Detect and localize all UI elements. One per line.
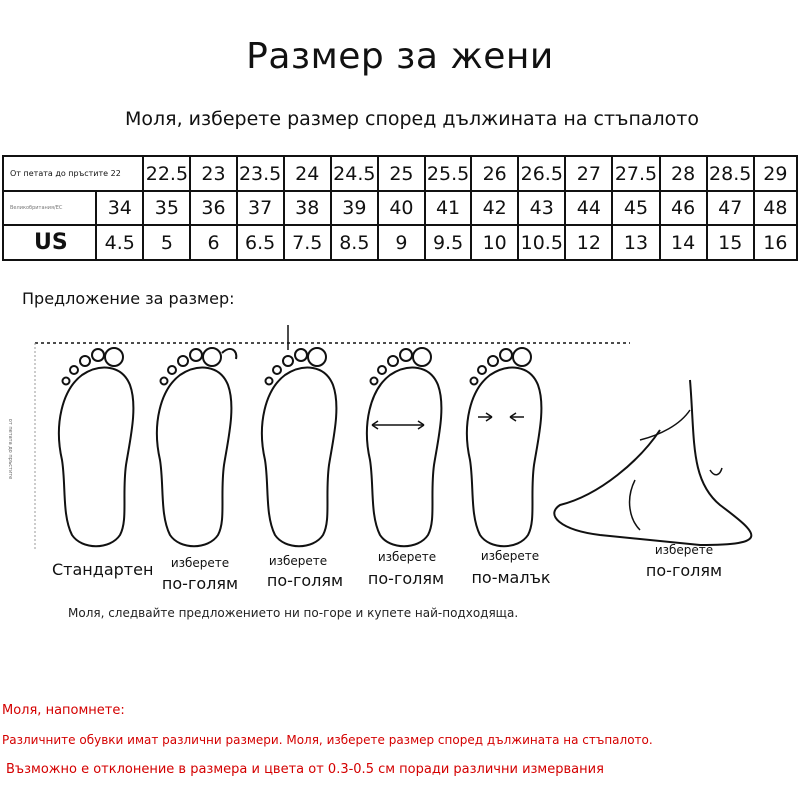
caption-larger-2: по-голям — [161, 574, 239, 593]
caption-choose-6: изберете — [654, 543, 714, 557]
size-table — [2, 155, 798, 261]
size-cell: 26 — [471, 156, 518, 191]
size-cell: 27.5 — [612, 156, 659, 191]
size-cell: 27 — [565, 156, 612, 191]
size-cell: 37 — [237, 191, 284, 225]
reminder-title: Моля, напомнете: — [2, 703, 125, 718]
reminder-line-1: Различните обувки имат различни размери. Моля, изберете размер според дължината на стъпалото. — [2, 733, 653, 747]
size-cell: 28 — [660, 156, 707, 191]
size-cell: 5 — [143, 225, 190, 260]
size-cell: 24 — [284, 156, 331, 191]
page-title: Размер за жени — [246, 36, 554, 77]
size-cell: 10 — [471, 225, 518, 260]
heel-to-toe-vertical-label: от петата до пръстите — [7, 418, 14, 480]
caption-larger-4: по-голям — [367, 569, 445, 588]
foot-illustrations — [0, 320, 800, 560]
size-cell: 45 — [612, 191, 659, 225]
size-cell: 25.5 — [425, 156, 471, 191]
follow-suggestion-note: Моля, следвайте предложението ни по-горе и купете най-подходяща. — [68, 606, 519, 620]
size-cell: 38 — [284, 191, 331, 225]
size-row-foot-length — [3, 156, 797, 191]
size-cell: 28.5 — [707, 156, 754, 191]
size-cell: 44 — [565, 191, 612, 225]
size-cell: 23 — [190, 156, 236, 191]
size-cell: 39 — [331, 191, 378, 225]
size-row-uk-eu — [3, 191, 797, 225]
size-cell: 40 — [378, 191, 425, 225]
size-cell: 34 — [96, 191, 143, 225]
size-cell: 46 — [660, 191, 707, 225]
size-cell: 25 — [378, 156, 425, 191]
size-cell: 29 — [754, 156, 797, 191]
caption-choose-5: изберете — [480, 549, 540, 563]
size-cell: 7.5 — [284, 225, 331, 260]
size-cell: 36 — [190, 191, 236, 225]
foot-standard — [59, 348, 133, 546]
foot-length-label: От петата до пръстите 22 — [3, 156, 143, 191]
page-subtitle: Моля, изберете размер според дължината на стъпалото — [125, 108, 699, 130]
size-cell: 13 — [612, 225, 659, 260]
size-cell: 35 — [143, 191, 190, 225]
us-label: US — [3, 225, 96, 260]
caption-choose-2: изберете — [170, 556, 230, 570]
uk-eu-label: Великобритания/ЕС — [3, 191, 96, 225]
size-cell: 10.5 — [518, 225, 565, 260]
size-cell: 23.5 — [237, 156, 284, 191]
size-cell: 15 — [707, 225, 754, 260]
size-cell: 24.5 — [331, 156, 378, 191]
foot-narrow — [467, 348, 541, 546]
size-cell: 43 — [518, 191, 565, 225]
size-cell: 42 — [471, 191, 518, 225]
size-cell: 41 — [425, 191, 471, 225]
size-cell: 26.5 — [518, 156, 565, 191]
size-cell: 14 — [660, 225, 707, 260]
foot-wide — [367, 348, 441, 546]
caption-smaller-5: по-малък — [471, 568, 551, 587]
size-cell: 9 — [378, 225, 425, 260]
size-cell: 8.5 — [331, 225, 378, 260]
size-cell: 16 — [754, 225, 797, 260]
size-cell: 6.5 — [237, 225, 284, 260]
foot-long-toe — [262, 325, 336, 546]
size-cell: 12 — [565, 225, 612, 260]
foot-toe-up — [157, 348, 236, 546]
size-cell: 4.5 — [96, 225, 143, 260]
caption-choose-3: изберете — [268, 554, 328, 568]
size-cell: 9.5 — [425, 225, 471, 260]
caption-standard: Стандартен — [52, 560, 154, 579]
caption-larger-6: по-голям — [645, 561, 723, 580]
size-cell: 48 — [754, 191, 797, 225]
size-cell: 22.5 — [143, 156, 190, 191]
size-cell: 6 — [190, 225, 236, 260]
size-row-us — [3, 225, 797, 260]
caption-choose-4: изберете — [377, 550, 437, 564]
foot-high-instep — [554, 380, 751, 545]
size-suggestion-heading: Предложение за размер: — [22, 289, 235, 308]
caption-larger-3: по-голям — [266, 571, 344, 590]
reminder-line-2: Възможно е отклонение в размера и цвета от 0.3-0.5 см поради различни измервания — [6, 762, 604, 777]
size-cell: 47 — [707, 191, 754, 225]
